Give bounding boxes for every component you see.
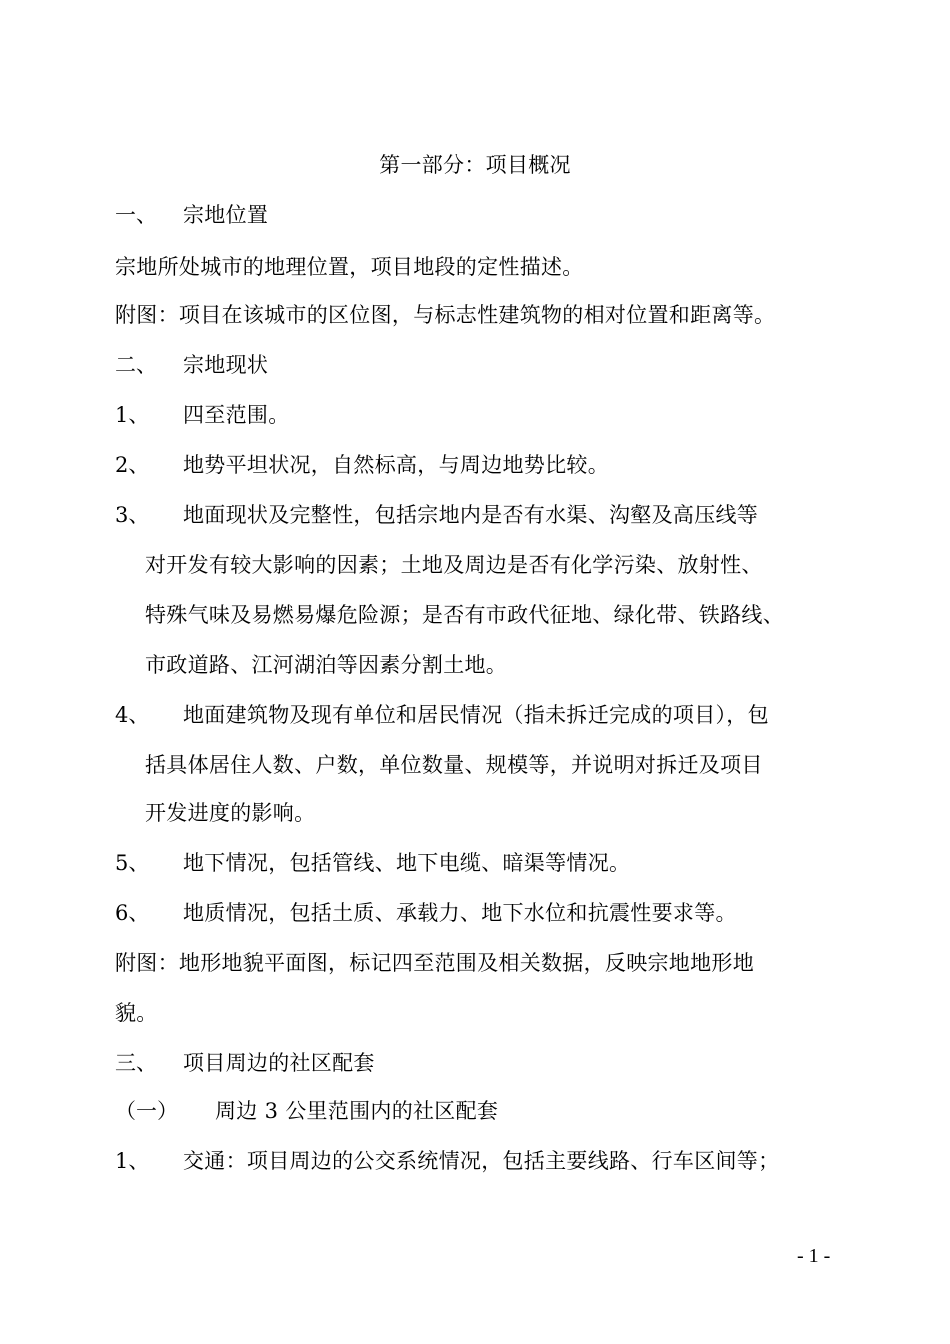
list-item-text: 地下情况，包括管线、地下电缆、暗渠等情况。	[183, 851, 631, 875]
list-item-text: 四至范围。	[183, 403, 290, 427]
list-item-number: 1、	[115, 403, 150, 427]
list-item-text: 地面现状及完整性，包括宗地内是否有水渠、沟壑及高压线等	[183, 503, 759, 527]
list-item-number: 5、	[115, 851, 150, 875]
list-item-number: 2、	[115, 453, 150, 477]
subsection-heading: 周边 3 公里范围内的社区配套	[215, 1099, 499, 1123]
list-item-continuation: 特殊气味及易燃易爆危险源；是否有市政代征地、绿化带、铁路线、	[145, 603, 784, 627]
section-1-body: 宗地所处城市的地理位置，项目地段的定性描述。	[115, 255, 584, 279]
list-item-continuation: 括具体居住人数、户数，单位数量、规模等，并说明对拆迁及项目	[145, 753, 763, 777]
page-number: - 1 -	[797, 1245, 831, 1267]
section-1-number: 一、	[115, 203, 157, 227]
list-item-text: 地质情况，包括土质、承载力、地下水位和抗震性要求等。	[183, 901, 737, 925]
section-2-figure-note-continuation: 貌。	[115, 1001, 158, 1025]
list-item-number: 4、	[115, 703, 150, 727]
page-title: 第一部分：项目概况	[379, 153, 571, 177]
list-item-text: 地势平坦状况，自然标高，与周边地势比较。	[183, 453, 609, 477]
list-item-continuation: 开发进度的影响。	[145, 801, 316, 825]
list-item-text: 地面建筑物及现有单位和居民情况（指未拆迁完成的项目），包	[183, 703, 769, 727]
section-3-number: 三、	[115, 1051, 157, 1075]
list-item-number: 3、	[115, 503, 150, 527]
list-item-continuation: 对开发有较大影响的因素；土地及周边是否有化学污染、放射性、	[145, 553, 763, 577]
subsection-number: （一）	[115, 1099, 178, 1123]
list-item-number: 1、	[115, 1149, 150, 1173]
section-1-heading: 宗地位置	[183, 203, 269, 227]
section-2-heading: 宗地现状	[183, 353, 269, 377]
list-item-continuation: 市政道路、江河湖泊等因素分割土地。	[145, 653, 508, 677]
section-1-figure-note: 附图：项目在该城市的区位图，与标志性建筑物的相对位置和距离等。	[115, 303, 776, 327]
section-2-number: 二、	[115, 353, 157, 377]
section-3-heading: 项目周边的社区配套	[183, 1051, 375, 1075]
list-item-text: 交通：项目周边的公交系统情况，包括主要线路、行车区间等；	[183, 1149, 780, 1173]
section-2-figure-note: 附图：地形地貌平面图，标记四至范围及相关数据，反映宗地地形地	[115, 951, 754, 975]
list-item-number: 6、	[115, 901, 150, 925]
